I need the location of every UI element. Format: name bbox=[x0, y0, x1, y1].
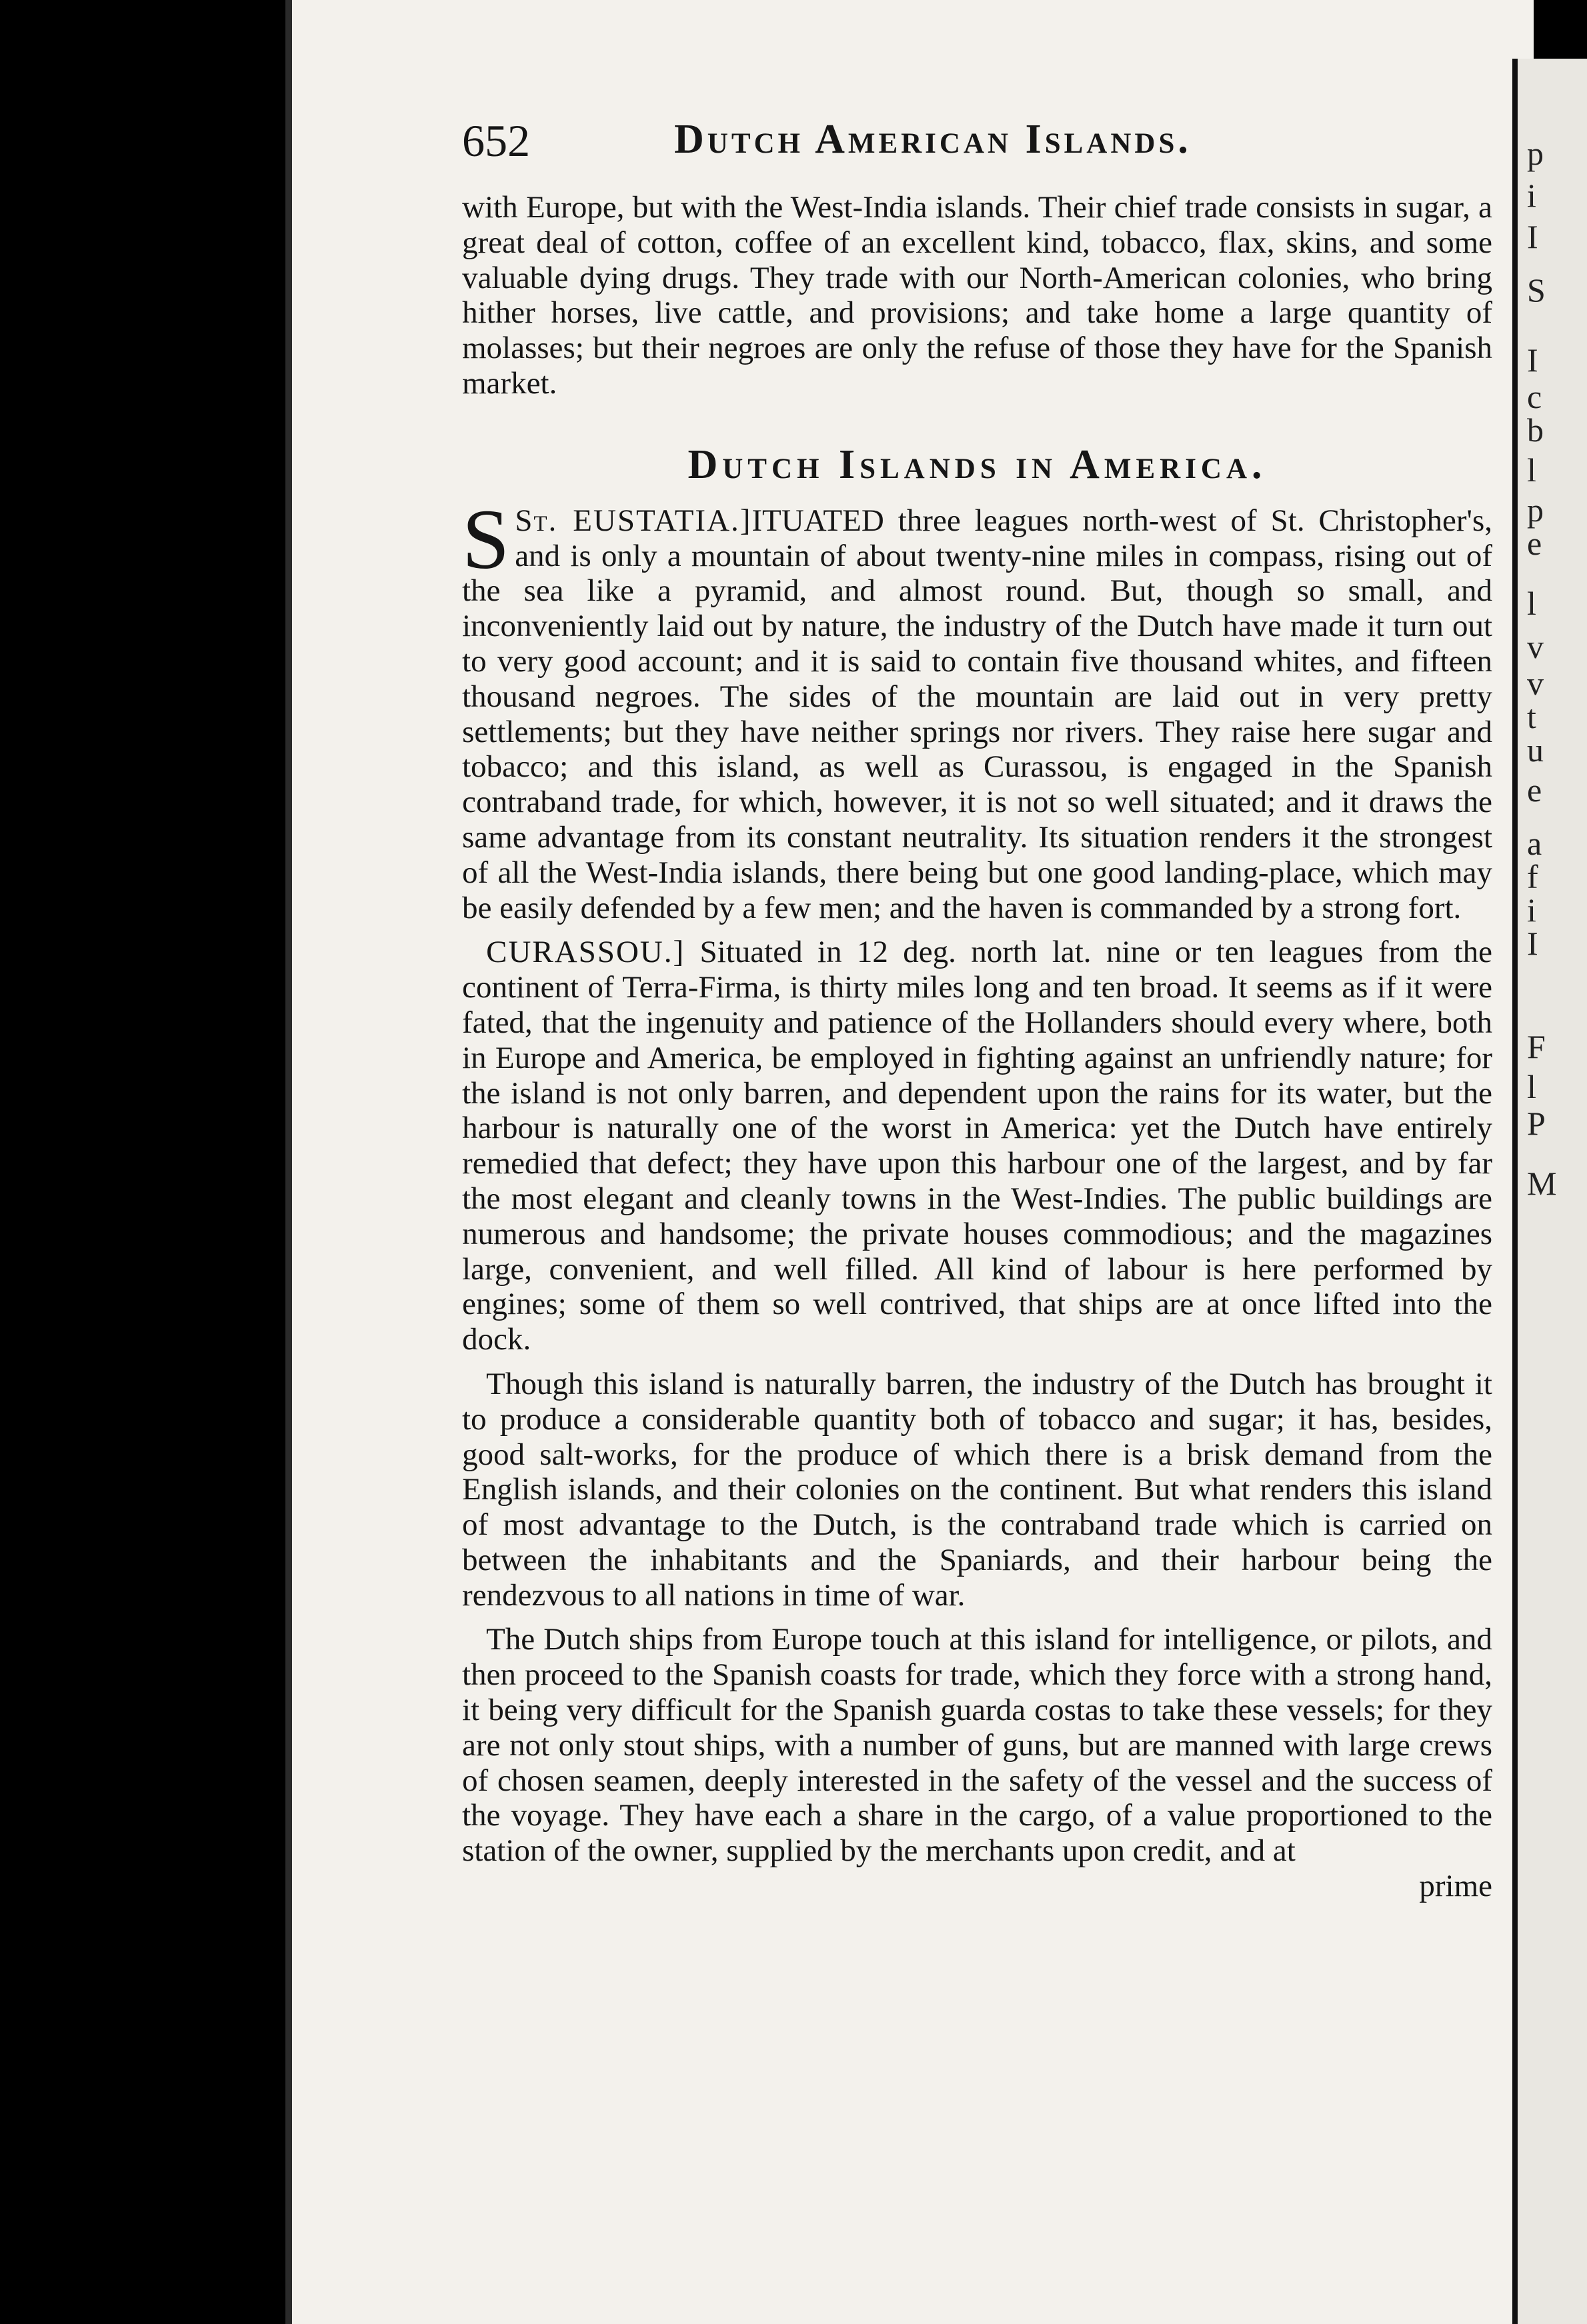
section-heading: Dutch Islands in America. bbox=[687, 441, 1267, 487]
edge-letter: I bbox=[1527, 925, 1538, 962]
catchword: prime bbox=[1419, 1869, 1492, 1904]
edge-letter: P bbox=[1527, 1105, 1546, 1142]
edge-letter: l bbox=[1527, 585, 1536, 622]
edge-letter: l bbox=[1527, 1068, 1536, 1105]
drop-cap: S bbox=[462, 491, 510, 587]
edge-letter: M bbox=[1527, 1165, 1557, 1202]
edge-letter: v bbox=[1527, 628, 1544, 665]
edge-letter: a bbox=[1527, 825, 1542, 862]
edge-letter: I bbox=[1527, 218, 1538, 255]
edge-letter: l bbox=[1527, 451, 1536, 489]
edge-letter: e bbox=[1527, 771, 1542, 809]
running-head bbox=[462, 115, 1492, 168]
paragraph-continued: with Europe, but with the West-India islands. Their chief trade consists in sugar, a great deal of cotton, coffee of an excellent kind, tobacco, flax, skins, and some valuable dying drugs. They trade with our North-American colonies, who bring hither horses, live cattle, and provisions; and take home a large quantity of molasses; but their negroes are only the refuse of those they have for the Spanish market. bbox=[462, 190, 1492, 401]
paragraph-ships: The Dutch ships from Europe touch at this island for intelligence, or pilots, and then proceed to the Spanish coasts for trade, which they force with a strong hand, it being very difficult for the Spanish guarda costas to take these vessels; for they are not only stout ships, with a number of guns, but are manned with large crews of chosen seamen, deeply interested in the safety of the vessel and the success of the voyage. They have each a share in the cargo, of a value proportioned to the station of the owner, supplied by the merchants upon credit, and at bbox=[462, 1622, 1492, 1869]
eustatia-text: three leagues north-west of St. Christopher's, and is only a mountain of about twenty-nine miles in compass, rising out of the sea like a pyramid, and almost round. But, though so small, and inconveniently laid out by nature, the industry of the Dutch have made it turn out to very good account; and it is said to contain five thousand whites, and fifteen thousand negroes. The sides of the mountain are laid out in very pretty settlements; but they have neither springs nor rivers. They raise here sugar and tobacco; and this island, as well as Curassou, is engaged in the Spanish contraband trade, for which, however, it is not so well situated; and it draws the same advantage from its constant neutrality. Its situation renders it the strongest of all the West-India islands, there being but one good landing-place, which may be easily defended by a few men; and the haven is commanded by a strong fort. bbox=[462, 503, 1492, 925]
body-text bbox=[462, 190, 1492, 1903]
edge-letter: F bbox=[1527, 1028, 1546, 1065]
edge-letter: S bbox=[1527, 271, 1546, 309]
edge-letter: v bbox=[1527, 665, 1544, 702]
edge-letter: p bbox=[1527, 135, 1544, 172]
edge-letter: i bbox=[1527, 177, 1536, 214]
edge-letter: f bbox=[1527, 858, 1538, 895]
running-title: Dutch American Islands. bbox=[674, 117, 1192, 162]
entry-head-curassou: CURASSOU.] bbox=[486, 935, 685, 970]
edge-letter: p bbox=[1527, 491, 1544, 529]
edge-letter: c bbox=[1527, 378, 1542, 415]
paragraph-barren: Though this island is naturally barren, the industry of the Dutch has brought it to produce a considerable quantity both of tobacco and sugar; it has, besides, good salt-works, for the produce of which there is a brisk demand from the English islands, and their colonies on the continent. But what renders this island of most advantage to the Dutch, is the contraband trade which is carried on between the inhabitants and the Spaniards, and their harbour being the rendezvous to all nations in time of war. bbox=[462, 1366, 1492, 1613]
first-word-rest: ITUATED bbox=[751, 503, 884, 538]
edge-letter: I bbox=[1527, 341, 1538, 379]
edge-letter: e bbox=[1527, 525, 1542, 562]
edge-letter: u bbox=[1527, 731, 1544, 769]
entry-head-eustatia: St. EUSTATIA.] bbox=[515, 503, 752, 538]
paragraph-curassou bbox=[462, 935, 1492, 1357]
edge-letter: i bbox=[1527, 891, 1536, 929]
edge-letter: b bbox=[1527, 411, 1544, 449]
curassou-text: Situated in 12 deg. north lat. nine or ten leagues from the continent of Terra-Firma, is thirty miles long and ten broad. It seems as if it were fated, that the ingenuity and patience of the Hollanders should every where, both in Europe and America, be employed in fighting against an unfriendly nature; for the island is not only barren, and dependent upon the rains for its water, but the harbour is naturally one of the worst in America: yet the Dutch have entirely remedied that defect; they have upon this harbour one of the largest, and by far the most elegant and cleanly towns in the West-Indies. The public buildings are numerous and handsome; the private houses commodious; and the magazines large, convenient, and well filled. All kind of labour is here performed by engines; some of them so well contrived, that ships are at once lifted into the dock. bbox=[462, 935, 1492, 1357]
paragraph-eustatia bbox=[462, 491, 1492, 926]
page-number: 652 bbox=[462, 115, 530, 166]
edge-letter: t bbox=[1527, 698, 1536, 735]
